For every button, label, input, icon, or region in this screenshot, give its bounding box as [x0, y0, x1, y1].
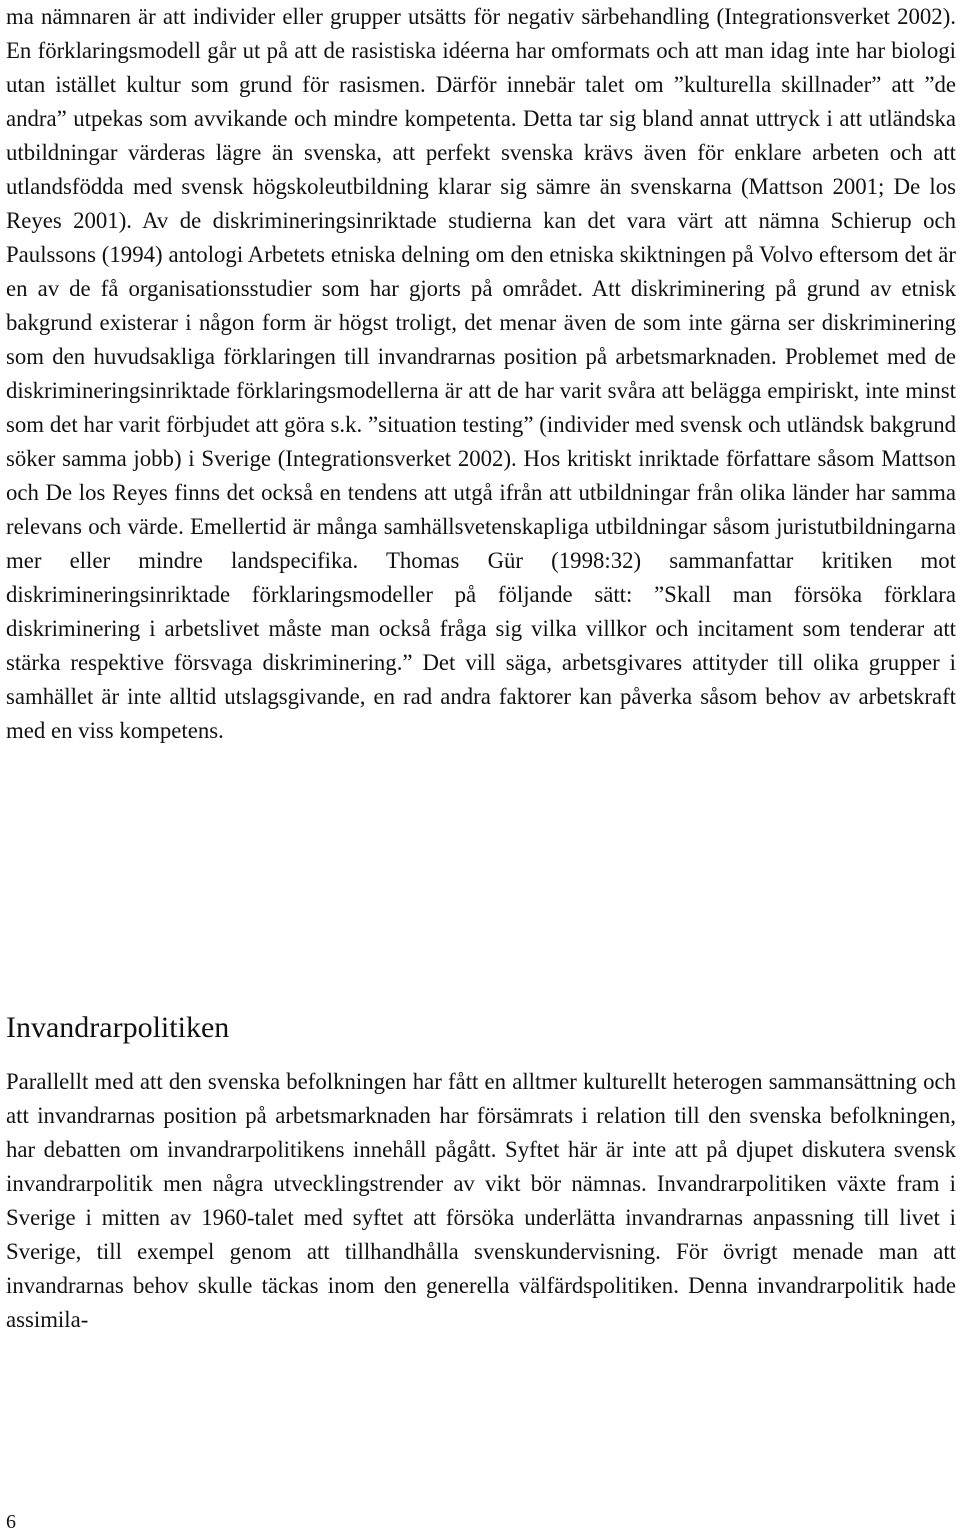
- document-page: [6, 0, 956, 1537]
- page-number: 6: [6, 1511, 16, 1533]
- body-paragraph-2: Parallellt med att den svenska befolkningen har fått en alltmer kulturellt heterogen sammansättning och att invandrarnas position på arbetsmarknaden har försämrats i relation till den svenska befolkningen, har debatten om invandrarpolitikens innehåll pågått. Syftet här är inte att på djupet diskutera svensk invandrarpolitik men några utvecklingstrender av vikt bör nämnas. Invandrarpolitiken växte fram i Sverige i mitten av 1960-talet med syftet att försöka underlätta invandrarnas anpassning till livet i Sverige, till exempel genom att tillhandhålla svenskundervisning. För övrigt menade man att invandrarnas behov skulle täckas inom den generella välfärdspolitiken. Denna invandrarpolitik hade assimila-: [6, 1069, 956, 1332]
- section-heading: Invandrarpolitiken: [6, 1011, 230, 1044]
- body-paragraph-1: ma nämnaren är att individer eller grupper utsätts för negativ särbehandling (Integrationsverket 2002). En förklaringsmodell går ut på att de rasistiska idéerna har omformats och att man idag inte har biologi utan istället kultur som grund för rasismen. Därför innebär talet om ”kulturella skillnader” att ”de andra” utpekas som avvikande och mindre kompetenta. Detta tar sig bland annat uttryck i att utländska utbildningar värderas lägre än svenska, att perfekt svenska krävs även för enklare arbeten och att utlandsfödda med svensk högskoleutbildning klarar sig sämre än svenskarna (Mattson 2001; De los Reyes 2001). Av de diskrimineringsinriktade studierna kan det vara värt att nämna Schierup och Paulssons (1994) antologi Arbetets etniska delning om den etniska skiktningen på Volvo eftersom det är en av de få organisationsstudier som har gjorts på området. Att diskriminering på grund av etnisk bakgrund existerar i någon form är högst troligt, det menar även de som inte gärna ser diskriminering som den huvudsakliga förklaringen till invandrarnas position på arbetsmarknaden. Problemet med de diskrimineringsinriktade förklaringsmodellerna är att de har varit svåra att belägga empiriskt, inte minst som det har varit förbjudet att göra s.k. ”situation testing” (individer med svensk och utländsk bakgrund söker samma jobb) i Sverige (Integrationsverket 2002). Hos kritiskt inriktade författare såsom Mattson och De los Reyes finns det också en tendens att utgå ifrån att utbildningar från olika länder har samma relevans och värde. Emellertid är många samhällsvetenskapliga utbildningar såsom juristutbildningarna mer eller mindre landspecifika. Thomas Gür (1998:32) sammanfattar kritiken mot diskrimineringsinriktade förklaringsmodeller på följande sätt: ”Skall man försöka förklara diskriminering i arbetslivet måste man också fråga sig vilka villkor och incitament som tenderar att stärka respektive försvaga diskriminering.” Det vill säga, arbetsgivares attityder till olika grupper i samhället är inte alltid utslagsgivande, en rad andra faktorer kan påverka såsom behov av arbetskraft med en viss kompetens.: [6, 4, 956, 743]
